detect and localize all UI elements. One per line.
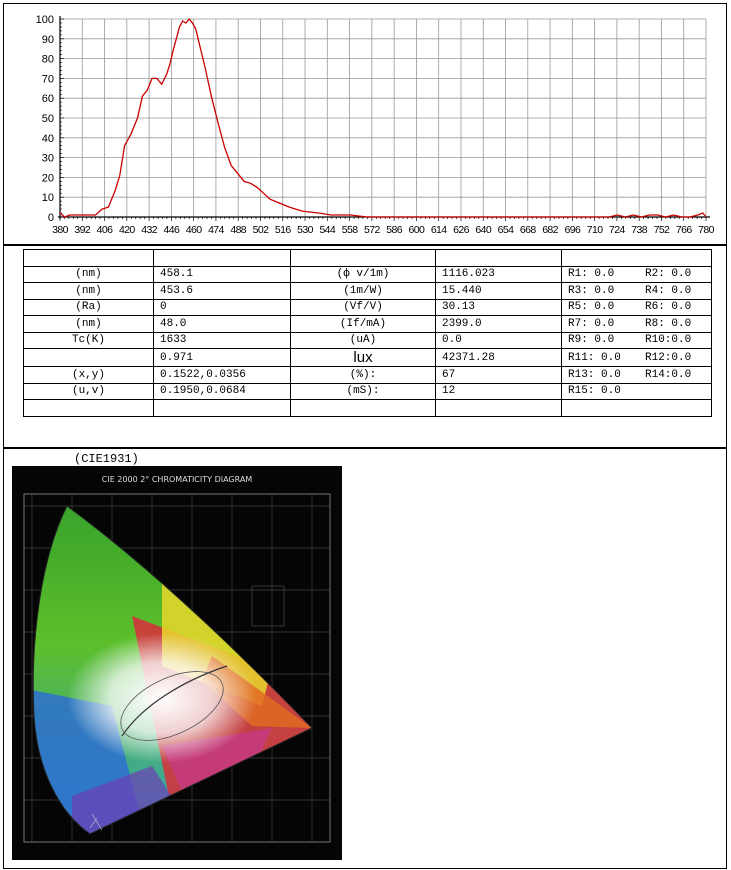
measurement-table <box>23 249 712 417</box>
table-cell <box>154 250 291 267</box>
x-tick-label: 626 <box>453 224 469 236</box>
table-cell: Tc(K) <box>24 332 154 349</box>
table-cell: (ф v/1m) <box>291 266 436 283</box>
x-tick-label: 406 <box>96 224 113 236</box>
x-tick-label: 710 <box>586 224 603 236</box>
table-cell: (nm) <box>24 316 154 333</box>
y-tick-label: 20 <box>41 172 54 185</box>
x-tick-label: 558 <box>341 224 358 236</box>
table-cell-r-values <box>562 316 712 333</box>
r-value: R8: 0.0 <box>645 317 692 330</box>
table-row <box>24 250 712 267</box>
table-cell: (If/mA) <box>291 316 436 333</box>
table-row <box>24 349 712 367</box>
r-value: R5: 0.0 <box>568 301 615 314</box>
table-row <box>24 400 712 417</box>
x-tick-label: 420 <box>118 224 135 236</box>
y-tick-label: 40 <box>41 132 54 145</box>
x-tick-label: 766 <box>675 224 692 236</box>
table-cell <box>24 250 154 267</box>
r-value: R6: 0.0 <box>645 301 692 314</box>
table-row <box>24 266 712 283</box>
x-tick-label: 474 <box>208 224 224 236</box>
x-tick-label: 530 <box>297 224 313 236</box>
table-cell: 2399.0 <box>436 316 562 333</box>
table-cell-r-values <box>562 383 712 400</box>
table-cell: 1116.023 <box>436 266 562 283</box>
table-cell: 42371.28 <box>436 349 562 367</box>
y-tick-label: 50 <box>41 113 54 125</box>
table-cell: 458.1 <box>154 266 291 283</box>
table-cell: 0 <box>154 299 291 316</box>
x-tick-label: 460 <box>185 224 202 236</box>
x-tick-label: 432 <box>141 224 157 236</box>
r-value: R13: 0.0 <box>568 368 621 381</box>
table-cell <box>291 400 436 417</box>
cie-caption: (CIE1931) <box>74 452 139 466</box>
r-value: R3: 0.0 <box>568 284 615 297</box>
y-tick-label: 10 <box>41 192 54 205</box>
table-cell <box>436 250 562 267</box>
table-cell: 15.440 <box>436 283 562 300</box>
r-value: R7: 0.0 <box>568 317 615 330</box>
y-tick-label: 70 <box>41 73 54 86</box>
x-tick-label: 724 <box>609 224 625 236</box>
table-cell: (Ra) <box>24 299 154 316</box>
cie-chromaticity-diagram <box>12 466 342 860</box>
y-tick-label: 0 <box>47 212 54 224</box>
x-tick-label: 392 <box>74 224 91 236</box>
table-row <box>24 383 712 400</box>
table-cell-r-values <box>562 266 712 283</box>
table-cell: (1m/W) <box>291 283 436 300</box>
table-cell: 0.1522,0.0356 <box>154 367 291 384</box>
table-cell: (mS): <box>291 383 436 400</box>
r-value: R10:0.0 <box>645 334 692 347</box>
table-cell: 67 <box>436 367 562 384</box>
table-cell-r-values <box>562 367 712 384</box>
y-tick-label: 60 <box>41 93 54 106</box>
r-value: R2: 0.0 <box>645 268 692 281</box>
table-cell: (nm) <box>24 283 154 300</box>
table-cell <box>291 250 436 267</box>
r-value: R4: 0.0 <box>645 284 692 297</box>
table-cell-r-values <box>562 349 712 367</box>
x-tick-label: 516 <box>274 224 291 236</box>
table-cell: (uA) <box>291 332 436 349</box>
table-cell-r-values <box>562 283 712 300</box>
x-tick-label: 780 <box>698 224 714 236</box>
x-tick-label: 752 <box>653 224 670 236</box>
x-tick-label: 488 <box>230 224 247 236</box>
x-tick-label: 502 <box>252 224 269 236</box>
x-tick-label: 654 <box>497 224 514 236</box>
table-cell: 0.0 <box>436 332 562 349</box>
x-tick-label: 696 <box>564 224 581 236</box>
y-tick-label: 100 <box>35 14 54 26</box>
x-tick-label: 600 <box>408 224 425 236</box>
spectrum-chart <box>0 0 731 244</box>
table-cell: (nm) <box>24 266 154 283</box>
r-value: R9: 0.0 <box>568 334 615 347</box>
table-cell: (Vf/V) <box>291 299 436 316</box>
table-cell <box>24 400 154 417</box>
table-cell: lux <box>291 349 436 367</box>
divider-bottom <box>3 447 727 449</box>
r-value: R1: 0.0 <box>568 268 615 281</box>
x-tick-label: 614 <box>430 224 447 236</box>
r-value: R15: 0.0 <box>568 385 621 398</box>
table-cell-r-values <box>562 299 712 316</box>
table-cell <box>154 400 291 417</box>
table-row <box>24 367 712 384</box>
r-value: R14:0.0 <box>645 368 692 381</box>
table-row <box>24 299 712 316</box>
table-cell-r-values <box>562 400 712 417</box>
x-tick-label: 682 <box>542 224 558 236</box>
x-tick-label: 446 <box>163 224 180 236</box>
y-tick-label: 80 <box>41 53 54 66</box>
table-row <box>24 332 712 349</box>
table-cell: (%): <box>291 367 436 384</box>
table-cell <box>436 400 562 417</box>
x-tick-label: 668 <box>519 224 536 236</box>
table-cell: 12 <box>436 383 562 400</box>
table-cell-r-values <box>562 332 712 349</box>
table-cell: 453.6 <box>154 283 291 300</box>
table-cell: (x,y) <box>24 367 154 384</box>
table-cell: 0.971 <box>154 349 291 367</box>
table-cell: 30.13 <box>436 299 562 316</box>
x-tick-label: 586 <box>386 224 403 236</box>
table-cell: 1633 <box>154 332 291 349</box>
r-value: R12:0.0 <box>645 351 692 364</box>
x-tick-label: 572 <box>363 224 380 236</box>
table-cell: 0.1950,0.0684 <box>154 383 291 400</box>
y-tick-label: 90 <box>41 33 54 46</box>
y-tick-label: 30 <box>41 152 54 165</box>
x-tick-label: 640 <box>475 224 492 236</box>
table-row <box>24 316 712 333</box>
table-cell-r-values <box>562 250 712 267</box>
x-tick-label: 738 <box>631 224 648 236</box>
table-cell: (u,v) <box>24 383 154 400</box>
table-row <box>24 283 712 300</box>
cie-diagram-title: CIE 2000 2° CHROMATICITY DIAGRAM <box>101 475 253 484</box>
x-tick-label: 380 <box>52 224 68 236</box>
table-cell <box>24 349 154 367</box>
table-cell: 48.0 <box>154 316 291 333</box>
x-tick-label: 544 <box>319 224 336 236</box>
r-value: R11: 0.0 <box>568 351 621 364</box>
divider-top <box>3 244 727 246</box>
